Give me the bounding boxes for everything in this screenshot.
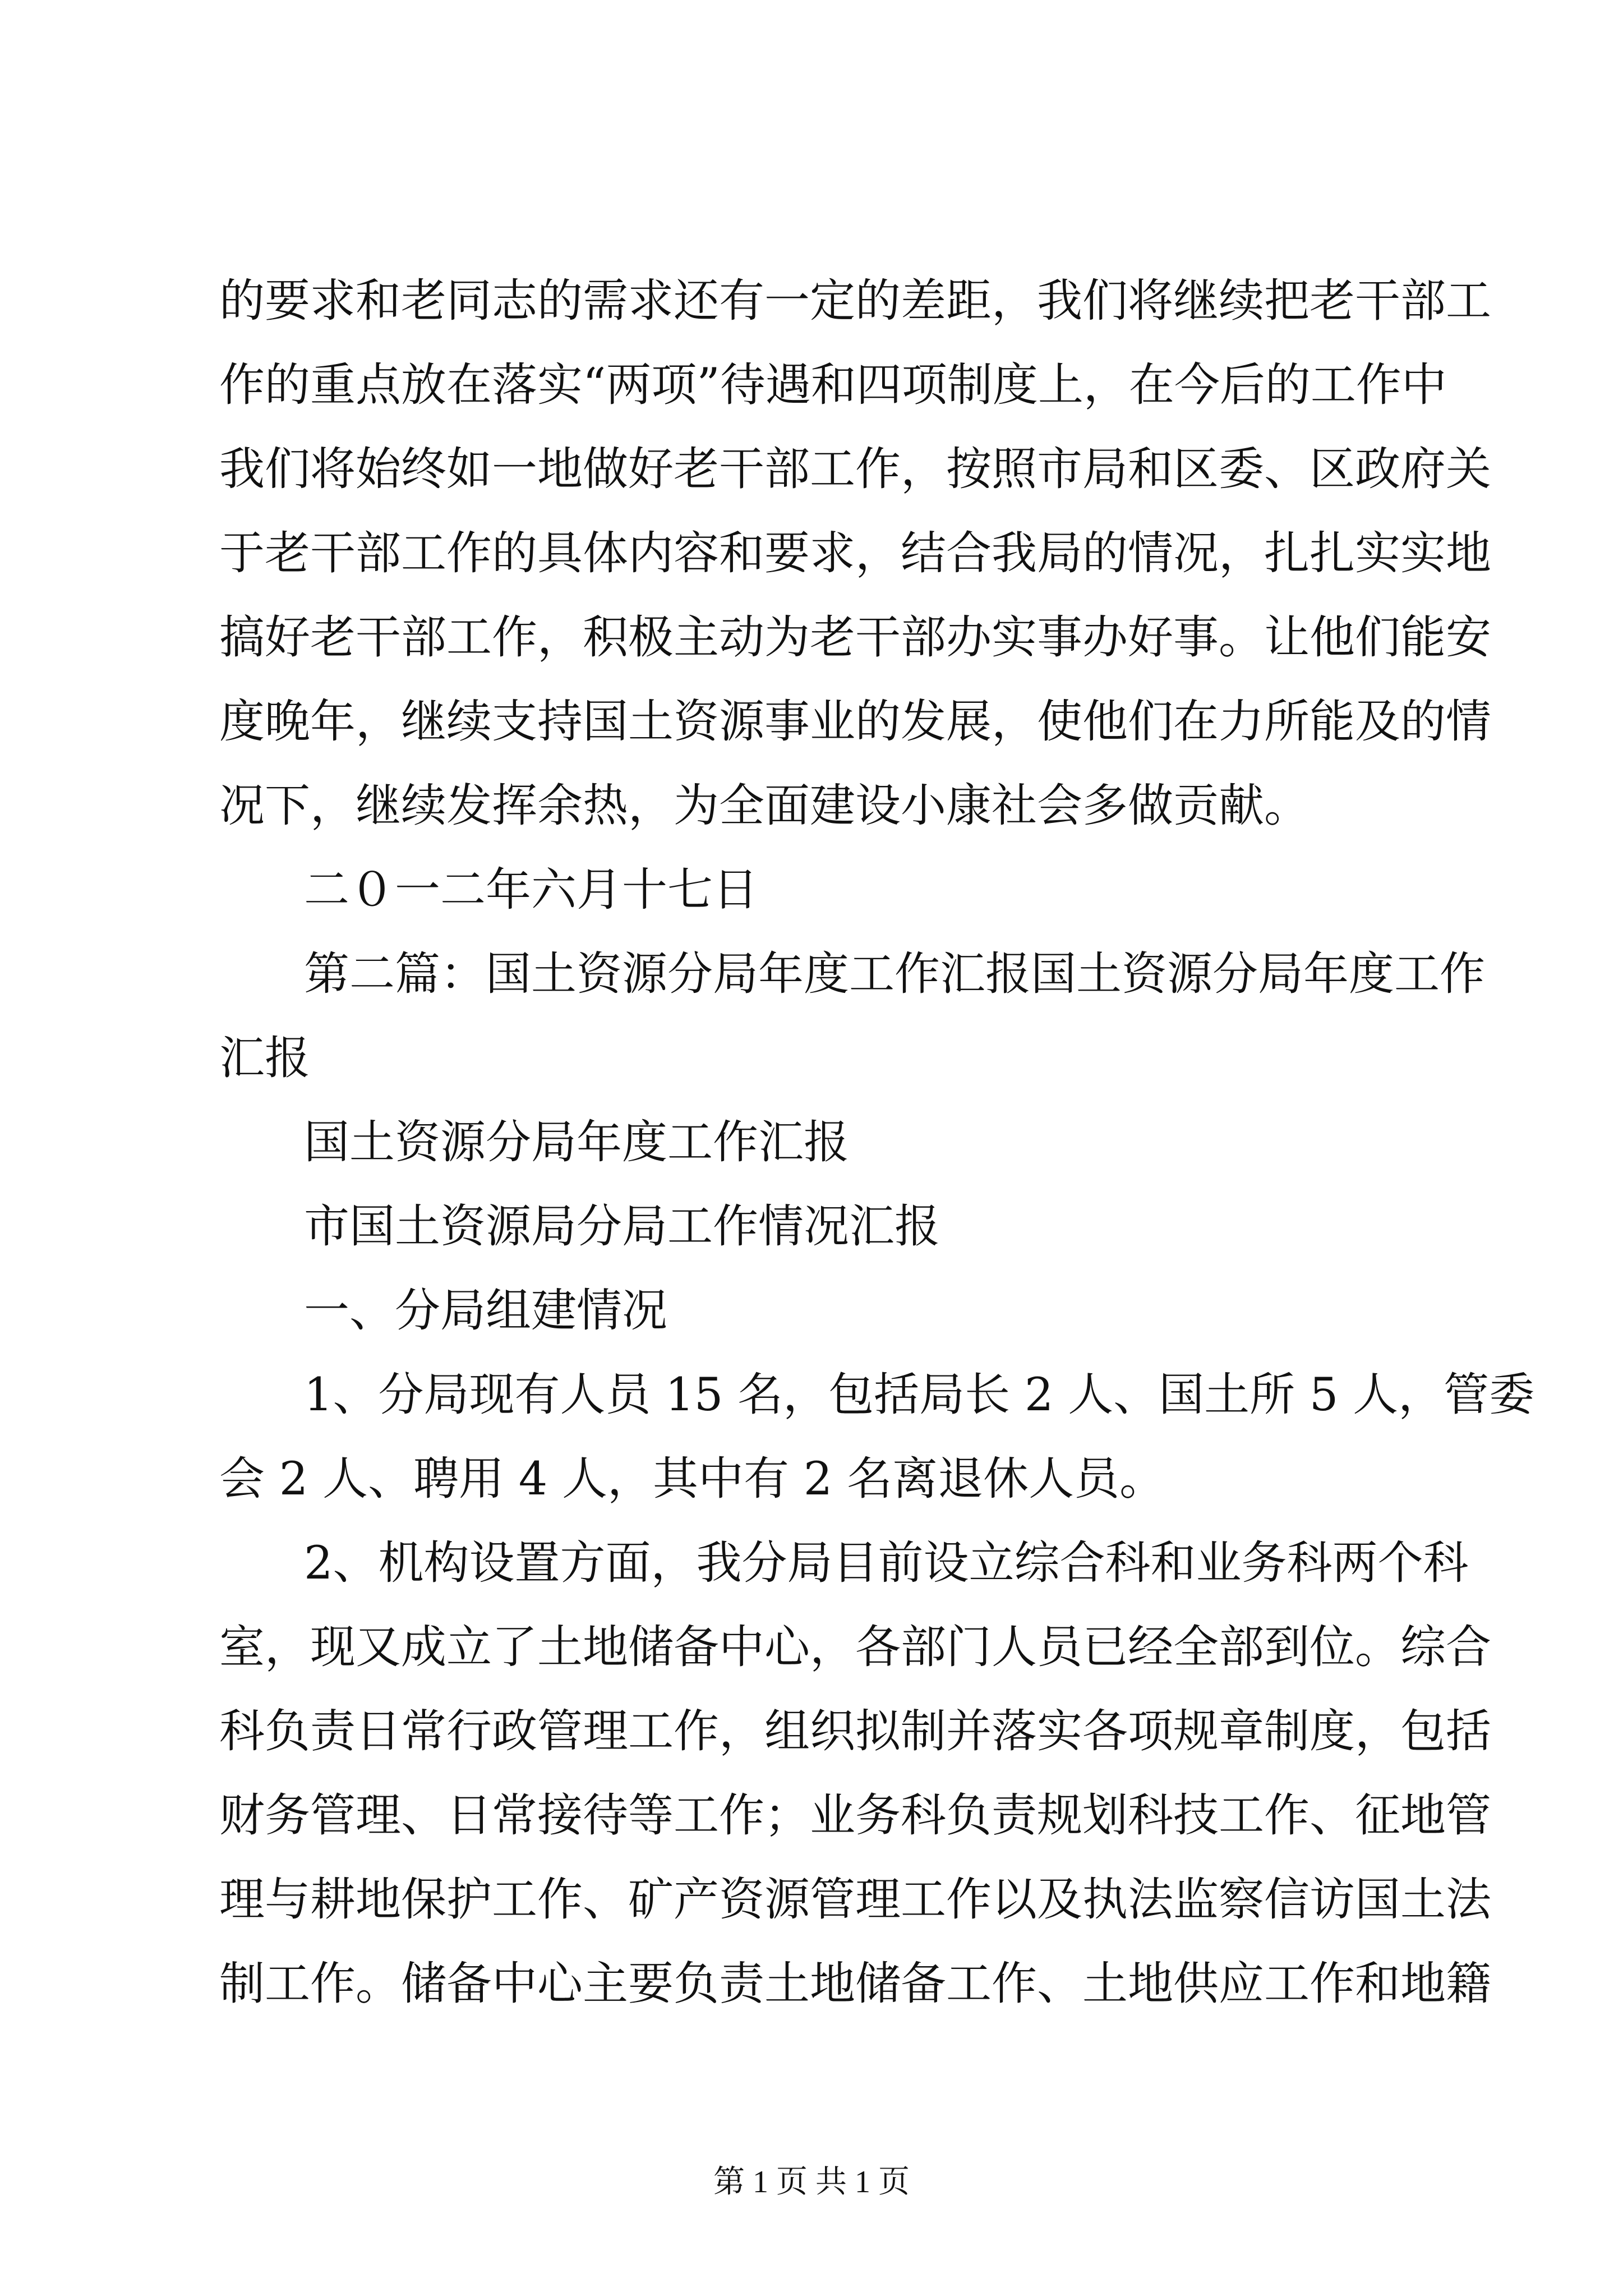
page-footer: 第 1 页 共 1 页 — [713, 2165, 910, 2200]
text-line: 会 2 人、聘用 4 人，其中有 2 名离退休人员。 — [219, 1453, 1165, 1506]
text-line: 理与耕地保护工作、矿产资源管理工作以及执法监察信访国土法 — [219, 1874, 1492, 1926]
report-subtitle: 市国土资源局分局工作情况汇报 — [304, 1200, 940, 1253]
text-line: 搞好老干部工作，积极主动为老干部办实事办好事。让他们能安 — [219, 611, 1492, 664]
text-line: 制工作。储备中心主要负责土地储备工作、土地供应工作和地籍 — [219, 1958, 1492, 2010]
text-line: 我们将始终如一地做好老干部工作，按照市局和区委、区政府关 — [219, 443, 1492, 496]
text-line: 况下，继续发挥余热，为全面建设小康社会多做贡献。 — [219, 780, 1310, 832]
text-line: 室，现又成立了土地储备中心，各部门人员已经全部到位。综合 — [219, 1621, 1492, 1674]
text-line: 度晚年，继续支持国土资源事业的发展，使他们在力所能及的情 — [219, 696, 1492, 748]
text-line: 科负责日常行政管理工作，组织拟制并落实各项规章制度，包括 — [219, 1705, 1492, 1758]
text-line: 于老干部工作的具体内容和要求，结合我局的情况，扎扎实实地 — [219, 527, 1492, 580]
paragraph-start: 1、分局现有人员 15 名，包括局长 2 人、国土所 5 人，管委 — [304, 1369, 1535, 1421]
report-title: 国土资源分局年度工作汇报 — [304, 1116, 850, 1169]
text-line: 财务管理、日常接待等工作；业务科负责规划科技工作、征地管 — [219, 1789, 1492, 1842]
paragraph-start: 2、机构设置方面，我分局目前设立综合科和业务科两个科 — [304, 1537, 1469, 1590]
text-line: 作的重点放在落实“两项”待遇和四项制度上，在今后的工作中 — [219, 359, 1447, 412]
date-line: 二０一二年六月十七日 — [304, 864, 759, 917]
section-heading: 第二篇：国土资源分局年度工作汇报国土资源分局年度工作 — [304, 948, 1486, 1001]
section-heading: 一、分局组建情况 — [304, 1285, 668, 1337]
section-heading-continued: 汇报 — [219, 1032, 311, 1085]
text-line: 的要求和老同志的需求还有一定的差距，我们将继续把老干部工 — [219, 275, 1492, 328]
